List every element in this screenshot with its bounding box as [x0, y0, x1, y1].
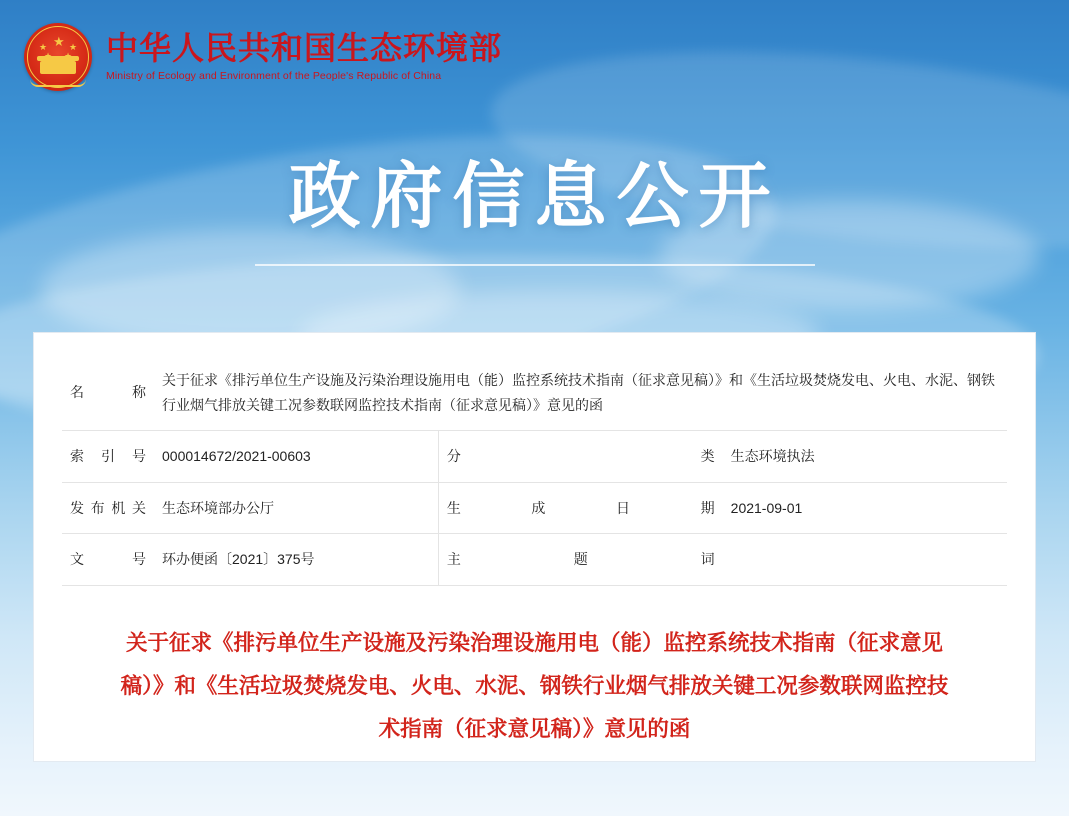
ministry-name-block [106, 32, 502, 82]
title-divider [255, 264, 815, 266]
document-heading: 关于征求《排污单位生产设施及污染治理设施用电（能）监控系统技术指南（征求意见稿）》和《生活垃圾焚烧发电、火电、水泥、钢铁行业烟气排放关键工况参数联网监控技术指南（征求意见稿）》意见的函 [120, 630, 949, 741]
meta-label-name: 名 称 [62, 355, 154, 431]
meta-label-index: 索 引 号 [62, 431, 154, 483]
meta-value-index: 000014672/2021-00603 [154, 431, 438, 483]
meta-label-issuer: 发布机关 [62, 482, 154, 534]
emblem-stars [36, 33, 80, 57]
china-national-emblem-icon [24, 23, 92, 91]
emblem-star-2: ★ [39, 41, 48, 52]
meta-value-issuer: 生态环境部办公厅 [154, 482, 438, 534]
document-metadata-table [62, 355, 1007, 586]
table-row [62, 482, 1007, 534]
meta-value-name: 关于征求《排污单位生产设施及污染治理设施用电（能）监控系统技术指南（征求意见稿）》和《生活垃圾焚烧发电、火电、水泥、钢铁行业烟气排放关键工况参数联网监控技术指南（征求意见稿）》意见的函 [154, 355, 1007, 431]
site-masthead [0, 0, 1069, 100]
meta-label-category: 分 类 [438, 431, 722, 483]
meta-value-docnumber: 环办便函〔2021〕375号 [154, 534, 438, 586]
table-row [62, 534, 1007, 586]
page-title: 政府信息公开 [288, 157, 781, 237]
ministry-name-en: Ministry of Ecology and Environment of the People's Republic of China [106, 70, 442, 83]
meta-value-keywords [723, 534, 1007, 586]
meta-value-date: 2021-09-01 [723, 482, 1007, 534]
ministry-name-cn: 中华人民共和国生态环境部 [106, 30, 503, 67]
emblem-star-3: ★ [69, 41, 78, 52]
emblem-tiananmen-gate [40, 61, 76, 74]
table-row [62, 431, 1007, 483]
content-card [33, 332, 1036, 762]
meta-value-category: 生态环境执法 [723, 431, 1007, 483]
table-row [62, 355, 1007, 431]
meta-label-docnumber: 文 号 [62, 534, 154, 586]
meta-label-keywords: 主 题 词 [438, 534, 722, 586]
emblem-wheat-ears [30, 79, 86, 87]
emblem-star-big: ★ [53, 33, 65, 49]
meta-label-date: 生成日期 [438, 482, 722, 534]
